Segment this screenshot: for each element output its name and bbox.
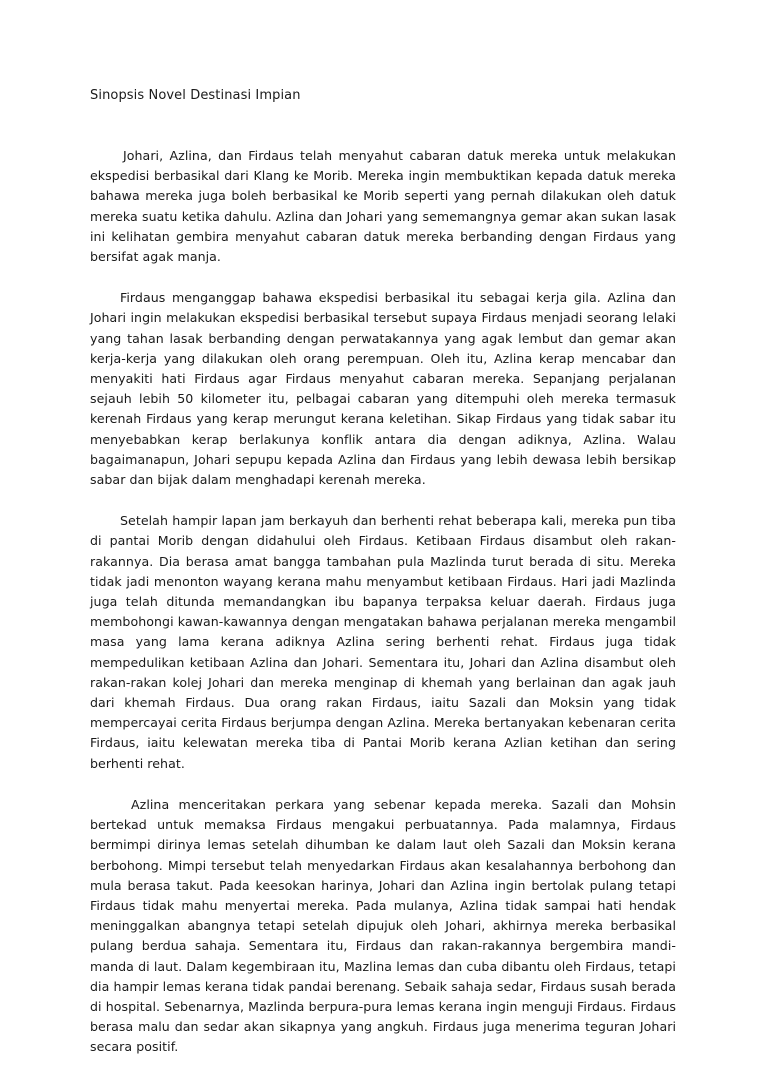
paragraph-4: Azlina menceritakan perkara yang sebenar kepada mereka. Sazali dan Mohsin bertekad untuk memaksa Firdaus mengakui perbuatannya. Pada malamnya, Firdaus bermimpi dirinya lemas setelah dihumban ke dalam laut oleh Sazali dan Moksin kerana berbohong. Mimpi tersebut telah menyedarkan Firdaus akan kesalahannya berbohong dan mula berasa takut. Pada keesokan harinya, Johari dan Azlina ingin bertolak pulang tetapi Firdaus tidak mahu menyertai mereka. Pada mulanya, Azlina tidak sampai hati hendak meninggalkan abangnya tetapi setelah dipujuk oleh Johari, akhirnya mereka berbasikal pulang berdua sahaja. Sementara itu, Firdaus dan rakan-rakannya bergembira mandi-manda di laut. Dalam kegembiraan itu, Mazlina lemas dan cuba dibantu oleh Firdaus, tetapi dia hampir lemas kerana tidak pandai berenang. Sebaik sahaja sedar, Firdaus susah berada di hospital. Sebenarnya, Mazlinda berpura-pura lemas kerana ingin menguji Firdaus. Firdaus berasa malu dan sedar akan sikapnya yang angkuh. Firdaus juga menerima teguran Johari secara positif. xyxy=(90,796,676,1055)
paragraph-3: Setelah hampir lapan jam berkayuh dan berhenti rehat beberapa kali, mereka pun tiba di pantai Morib dengan didahului oleh Firdaus. Ketibaan Firdaus disambut oleh rakan-rakannya. Dia berasa amat bangga tambahan pula Mazlinda turut berada di situ. Mereka tidak jadi menonton wayang kerana mahu menyambut ketibaan Firdaus. Hari jadi Mazlinda juga telah ditunda memandangkan ibu bapanya terpaksa keluar daerah. Firdaus juga membohongi kawan-kawannya dengan mengatakan bahawa perjalanan mereka mengambil masa yang lama kerana adiknya Azlina sering berhenti rehat. Firdaus juga tidak mempedulikan ketibaan Azlina dan Johari. Sementara itu, Johari dan Azlina disambut oleh rakan-rakan kolej Johari dan mereka menginap di khemah yang berlainan dan agak jauh dari khemah Firdaus. Dua orang rakan Firdaus, iaitu Sazali dan Moksin yang tidak mempercayai cerita Firdaus berjumpa dengan Azlina. Mereka bertanyakan kebenaran cerita Firdaus, iaitu kelewatan mereka tiba di Pantai Morib kerana Azlian ketihan dan sering berhenti rehat. xyxy=(90,513,676,771)
paragraph-1: Johari, Azlina, dan Firdaus telah menyahut cabaran datuk mereka untuk melakukan ekspedisi berbasikal dari Klang ke Morib. Mereka ingin membuktikan kepada datuk mereka bahawa mereka juga boleh berbasikal ke Morib seperti yang pernah dilakukan oleh datuk mereka suatu ketika dahulu. Azlina dan Johari yang sememangnya gemar akan sukan lasak ini kelihatan gembira menyahut cabaran datuk mereka berbanding dengan Firdaus yang bersifat agak manja. xyxy=(90,148,676,265)
document-body xyxy=(90,146,676,1079)
paragraph-2: Firdaus menganggap bahawa ekspedisi berbasikal itu sebagai kerja gila. Azlina dan Johari ingin melakukan ekspedisi berbasikal tersebut supaya Firdaus menjadi seorang lelaki yang tahan lasak berbanding dengan perwatakannya yang agak lembut dan gemar akan kerja-kerja yang dilakukan oleh orang perempuan. Oleh itu, Azlina kerap mencabar dan menyakiti hati Firdaus agar Firdaus menyahut cabaran mereka. Sepanjang perjalanan sejauh lebih 50 kilometer itu, pelbagai cabaran yang ditempuhi oleh mereka termasuk kerenah Firdaus yang kerap merungut kerana keletihan. Sikap Firdaus yang tidak sabar itu menyebabkan kerap berlakunya konflik antara dia dengan adiknya, Azlina. Walau bagaimanapun, Johari sepupu kepada Azlina dan Firdaus yang lebih dewasa lebih bersikap sabar dan bijak dalam menghadapi kerenah mereka. xyxy=(90,290,676,488)
document-title: Sinopsis Novel Destinasi Impian xyxy=(90,88,301,103)
